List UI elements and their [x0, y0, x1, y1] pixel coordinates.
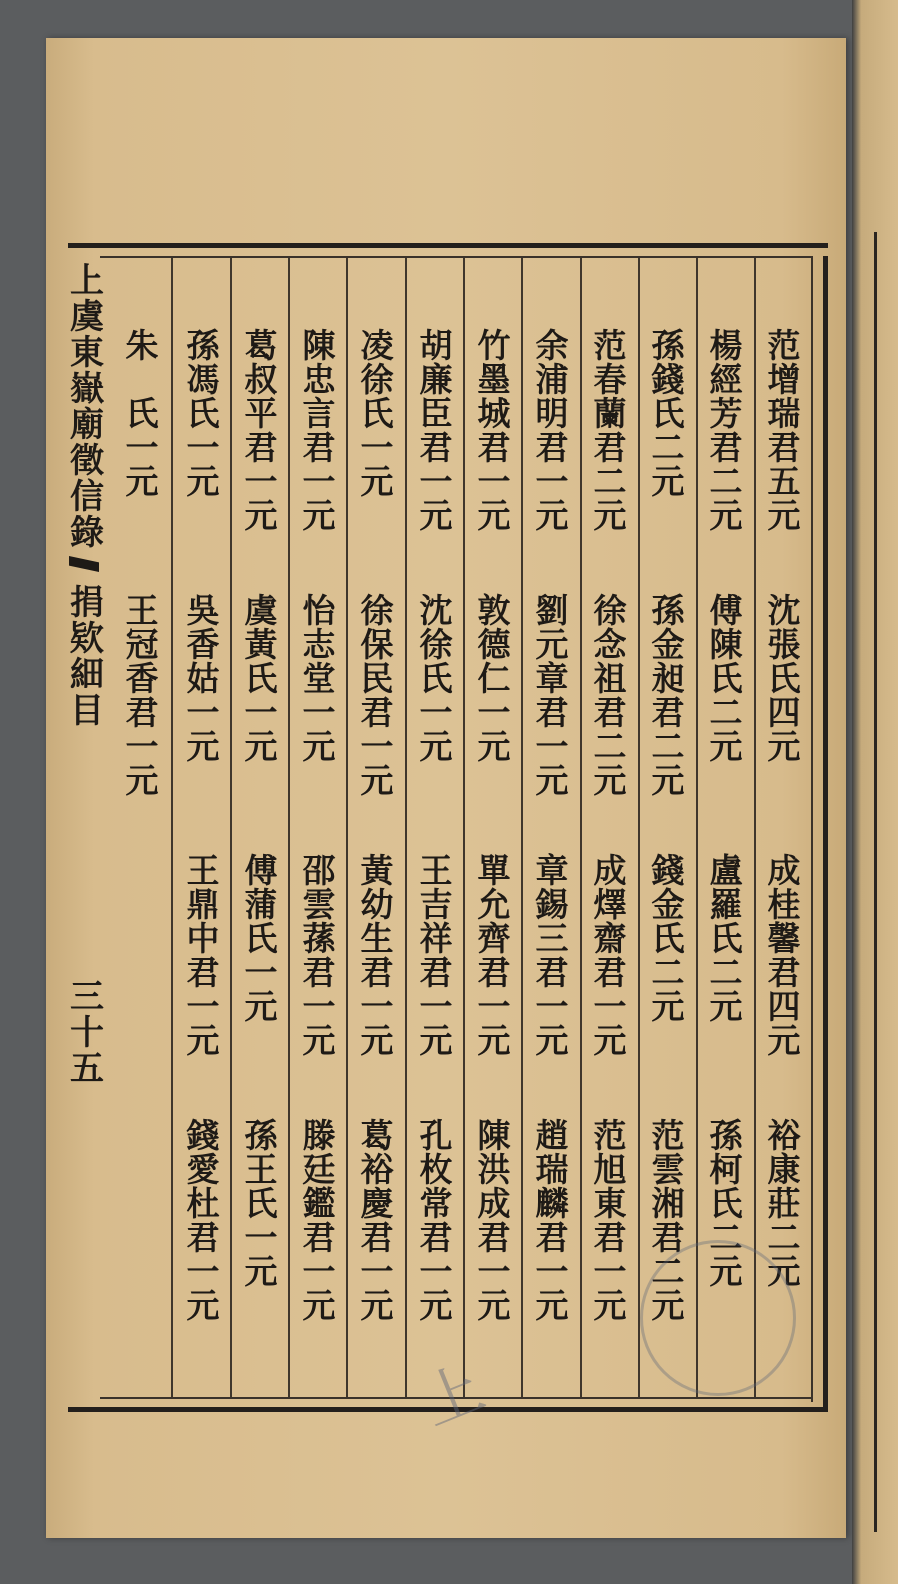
- donor-entry: [464, 328, 520, 532]
- donor-entry-text: 敦德仁一元: [472, 593, 512, 763]
- donor-column: [754, 328, 810, 1388]
- donor-entry: [231, 328, 287, 532]
- donor-entry: [173, 593, 229, 763]
- donor-column: [406, 328, 462, 1388]
- donor-entry-text: 竹墨城君一元: [472, 328, 512, 532]
- donor-entry-text: 怡志堂一元: [297, 593, 337, 763]
- donor-entry: [406, 328, 462, 532]
- donor-entry: [580, 853, 636, 1057]
- donor-entry: [231, 593, 287, 763]
- donor-entry: [173, 853, 229, 1057]
- donor-entry: [289, 328, 345, 532]
- section-title: 捐欵細目: [63, 584, 104, 728]
- donor-entry: [231, 853, 287, 1023]
- donor-entry: [522, 853, 578, 1057]
- donor-entry: [580, 328, 636, 532]
- donor-entry: [580, 1118, 636, 1322]
- donor-entry: [754, 328, 810, 532]
- donor-column: [112, 328, 168, 1388]
- donor-entry: [696, 328, 752, 532]
- donor-entry-text: 章錫三君一元: [530, 853, 570, 1057]
- donor-entry: [464, 1118, 520, 1322]
- donor-entry-text: 陳洪成君一元: [472, 1118, 512, 1322]
- donor-entry: [406, 1118, 462, 1322]
- donor-entry-text: 單允齊君一元: [472, 853, 512, 1057]
- donor-column: [347, 328, 403, 1388]
- adjacent-page-edge: [852, 0, 898, 1584]
- library-stamp-ring: [640, 1240, 796, 1396]
- donor-entry: [754, 593, 810, 763]
- donor-column: [638, 328, 694, 1388]
- donor-entry: [522, 593, 578, 797]
- donor-entry-text: 葛叔平君一元: [239, 328, 279, 532]
- library-stamp: 上: [412, 1352, 494, 1440]
- donor-entry-text: 陳忠言君一元: [297, 328, 337, 532]
- donor-entry-text: 范增瑞君五元: [762, 328, 802, 532]
- donor-entry: [638, 853, 694, 1023]
- donor-entry: [522, 328, 578, 532]
- donor-entry-text: 錢愛杜君一元: [181, 1118, 221, 1322]
- donor-column: [231, 328, 287, 1388]
- frame-bottom-border: [68, 1407, 828, 1412]
- frame-inner-top: [100, 256, 813, 258]
- donor-entry-text: 盧羅氏二元: [704, 853, 744, 1023]
- fish-tail-mark: [69, 556, 99, 572]
- donor-entry-text: 成桂馨君四元: [762, 853, 802, 1057]
- donor-entry-text: 楊經芳君二元: [704, 328, 744, 532]
- donor-entry: [464, 853, 520, 1057]
- donor-entry-text: 吳香姑一元: [181, 593, 221, 763]
- donor-entry-text: 胡廉臣君一元: [414, 328, 454, 532]
- donor-column: [580, 328, 636, 1388]
- donor-entry: [464, 593, 520, 763]
- page-margin-column: [64, 258, 104, 1397]
- donor-entry-text: 傅蒲氏一元: [239, 853, 279, 1023]
- donor-entry-text: 孔枚常君一元: [414, 1118, 454, 1322]
- donor-entry-text: 成燡齋君一元: [588, 853, 628, 1057]
- donor-entry: [289, 593, 345, 763]
- donor-entry: [347, 328, 403, 498]
- donor-entry-text: 孫錢氏二元: [646, 328, 686, 498]
- donor-entry-text: 趙瑞麟君一元: [530, 1118, 570, 1322]
- donor-entry: [522, 1118, 578, 1322]
- donor-entry: [696, 593, 752, 763]
- frame-inner-bottom: [100, 1397, 813, 1399]
- donor-column: [464, 328, 520, 1388]
- donor-entry-text: 范春蘭君二元: [588, 328, 628, 532]
- donor-entry-text: 王冠香君一元: [120, 593, 160, 797]
- donor-entry-text: 沈徐氏一元: [414, 593, 454, 763]
- donor-entry-text: 余浦明君一元: [530, 328, 570, 532]
- donor-entry-text: 徐保民君一元: [355, 593, 395, 797]
- donor-entry-text: 滕廷鑑君一元: [297, 1118, 337, 1322]
- donor-entry-text: 虞黃氏一元: [239, 593, 279, 763]
- donor-entry-text: 范旭東君一元: [588, 1118, 628, 1322]
- donor-entry: [347, 853, 403, 1057]
- donor-entry-text: 凌徐氏一元: [355, 328, 395, 498]
- donor-entry: [231, 1118, 287, 1288]
- donor-entry-text: 孫王氏一元: [239, 1118, 279, 1288]
- donor-entry-text: 邵雲蓀君一元: [297, 853, 337, 1057]
- donor-entry: [406, 853, 462, 1057]
- donor-entry: [347, 593, 403, 797]
- donor-entry-text: 傅陳氏二元: [704, 593, 744, 763]
- donor-entry: [638, 593, 694, 797]
- donor-entry: [112, 328, 168, 498]
- book-title: 上虞東嶽廟徵信錄: [63, 262, 104, 550]
- donor-entry: [289, 853, 345, 1057]
- donor-entry-text: 王吉祥君一元: [414, 853, 454, 1057]
- donor-column: [696, 328, 752, 1388]
- donor-entry-text: 孫柯氏二元: [704, 1118, 744, 1288]
- donor-entry-text: 黃幼生君一元: [355, 853, 395, 1057]
- donor-entry-text: 范雲湘君二元: [646, 1118, 686, 1322]
- donor-entry: [173, 328, 229, 498]
- donor-entry-text: 葛裕慶君一元: [355, 1118, 395, 1322]
- donor-entry: [406, 593, 462, 763]
- donor-entry-text: 徐念祖君二元: [588, 593, 628, 797]
- donor-entry: [580, 593, 636, 797]
- donor-entry: [754, 853, 810, 1057]
- page-number: 三十五: [63, 978, 104, 1086]
- donor-entry-text: 沈張氏四元: [762, 593, 802, 763]
- donor-column: [522, 328, 578, 1388]
- frame-right-border: [823, 256, 828, 1412]
- donor-entry: [347, 1118, 403, 1322]
- donor-entry: [638, 328, 694, 498]
- donor-entry-text: 錢金氏二元: [646, 853, 686, 1023]
- donor-entry-text: 裕康莊二元: [762, 1118, 802, 1288]
- frame-right-inner-border: [811, 256, 813, 1402]
- donor-column: [173, 328, 229, 1388]
- donor-entry: [289, 1118, 345, 1322]
- donor-entry-text: 王鼎中君一元: [181, 853, 221, 1057]
- donor-entry: [112, 593, 168, 797]
- donor-entry: [696, 853, 752, 1023]
- donor-entry-text: 劉元章君一元: [530, 593, 570, 797]
- frame-top-border: [68, 243, 828, 248]
- donor-entry-text: 朱 氏一元: [120, 328, 160, 498]
- donor-column: [289, 328, 345, 1388]
- donor-entry-text: 孫馮氏一元: [181, 328, 221, 498]
- donor-entry-text: 孫金昶君二元: [646, 593, 686, 797]
- donor-entry: [173, 1118, 229, 1322]
